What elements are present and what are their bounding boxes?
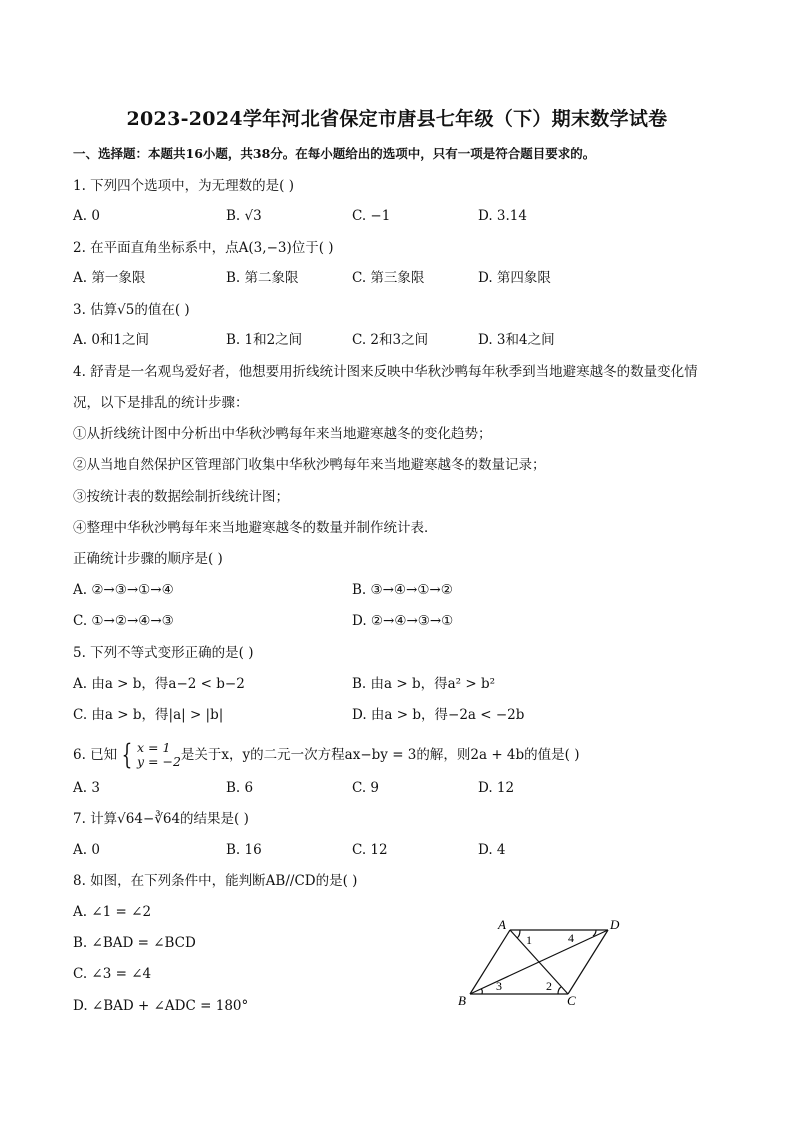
question-1-stem: 1. 下列四个选项中，为无理数的是( )	[73, 178, 294, 194]
question-6-stem	[73, 738, 580, 771]
page-title: 2023-2024学年河北省保定市唐县七年级（下）期末数学试卷	[126, 108, 668, 130]
q6-option-b: B. 6	[226, 780, 254, 796]
q4-option-c: C. ①→②→④→③	[73, 613, 174, 629]
system-bottom: y = −2	[137, 754, 181, 769]
q8-option-c: C. ∠3 = ∠4	[73, 966, 152, 982]
q4-step-2: ②从当地自然保护区管理部门收集中华秋沙鸭每年来当地避寒越冬的数量记录；	[73, 457, 546, 473]
label-b: B	[458, 993, 466, 1008]
angle-arc-3	[481, 989, 482, 994]
q4-option-b: B. ③→④→①→②	[352, 582, 453, 598]
q8-option-d: D. ∠BAD + ∠ADC = 180°	[73, 998, 249, 1014]
question-4-stem-line1: 4. 舒青是一名观鸟爱好者，他想要用折线统计图来反映中华秋沙鸭每年秋季到当地避寒越冬的数量变化情	[73, 364, 698, 380]
question-3-stem: 3. 估算√5的值在( )	[73, 302, 190, 318]
q2-option-a: A. 第一象限	[73, 270, 146, 286]
angle-label-1: 1	[526, 933, 532, 947]
q8-option-b: B. ∠BAD = ∠BCD	[73, 935, 196, 951]
q3-option-d: D. 3和4之间	[478, 332, 555, 348]
parallelogram-figure	[450, 912, 630, 1012]
q4-step-4: ④整理中华秋沙鸭每年来当地避寒越冬的数量并制作统计表．	[73, 520, 438, 536]
equation-system	[137, 741, 181, 769]
question-8-stem: 8. 如图，在下列条件中，能判断AB//CD的是( )	[73, 873, 358, 889]
q7-option-a: A. 0	[73, 842, 100, 858]
q3-option-b: B. 1和2之间	[226, 332, 303, 348]
q1-option-b: B. √3	[226, 208, 262, 224]
q2-option-c: C. 第三象限	[352, 270, 425, 286]
q6-option-c: C. 9	[352, 780, 380, 796]
angle-label-4: 4	[568, 931, 574, 945]
q3-option-a: A. 0和1之间	[73, 332, 150, 348]
q5-option-c: C. 由a > b，得|a| > |b|	[73, 707, 224, 723]
q7-option-d: D. 4	[478, 842, 506, 858]
q1-option-d: D. 3.14	[478, 208, 527, 224]
question-7-stem: 7. 计算√64−∛64的结果是( )	[73, 811, 249, 827]
q4-prompt: 正确统计步骤的顺序是( )	[73, 551, 223, 567]
angle-arc-2	[558, 987, 561, 994]
q4-option-a: A. ②→③→①→④	[73, 582, 174, 598]
angle-arc-1	[517, 930, 520, 938]
q1-option-a: A. 0	[73, 208, 100, 224]
q7-option-b: B. 16	[226, 842, 262, 858]
label-d: D	[610, 917, 620, 932]
question-5-stem: 5. 下列不等式变形正确的是( )	[73, 645, 254, 661]
q3-option-c: C. 2和3之间	[352, 332, 429, 348]
q2-option-b: B. 第二象限	[226, 270, 299, 286]
q6-suffix: 是关于x，y的二元一次方程ax−by = 3的解，则2a + 4b的值是( )	[180, 747, 580, 763]
q6-prefix: 6. 已知	[73, 747, 118, 763]
section-heading: 一、选择题：本题共16小题，共38分。在每小题给出的选项中，只有一项是符合题目要求的。	[73, 146, 596, 161]
brace-symbol: {	[121, 738, 133, 771]
q5-option-a: A. 由a > b，得a−2 < b−2	[73, 676, 245, 692]
angle-arc-4	[593, 930, 596, 936]
q5-option-d: D. 由a > b，得−2a < −2b	[352, 707, 525, 723]
question-4-stem-line2: 况，以下是排乱的统计步骤：	[73, 395, 249, 411]
q4-option-d: D. ②→④→③→①	[352, 613, 454, 629]
q4-step-1: ①从折线统计图中分析出中华秋沙鸭每年来当地避寒越冬的变化趋势；	[73, 426, 492, 442]
q6-option-a: A. 3	[73, 780, 100, 796]
q1-option-c: C. −1	[352, 208, 391, 224]
question-2-stem: 2. 在平面直角坐标系中，点A(3,−3)位于( )	[73, 240, 334, 256]
q6-option-d: D. 12	[478, 780, 515, 796]
q7-option-c: C. 12	[352, 842, 388, 858]
label-c: C	[567, 993, 576, 1008]
system-top: x = 1	[137, 740, 171, 755]
q5-option-b: B. 由a > b，得a² > b²	[352, 676, 495, 692]
q2-option-d: D. 第四象限	[478, 270, 551, 286]
q8-option-a: A. ∠1 = ∠2	[73, 904, 152, 920]
angle-label-3: 3	[496, 979, 502, 993]
label-a: A	[498, 917, 506, 932]
q4-step-3: ③按统计表的数据绘制折线统计图；	[73, 489, 289, 505]
angle-label-2: 2	[546, 979, 552, 993]
